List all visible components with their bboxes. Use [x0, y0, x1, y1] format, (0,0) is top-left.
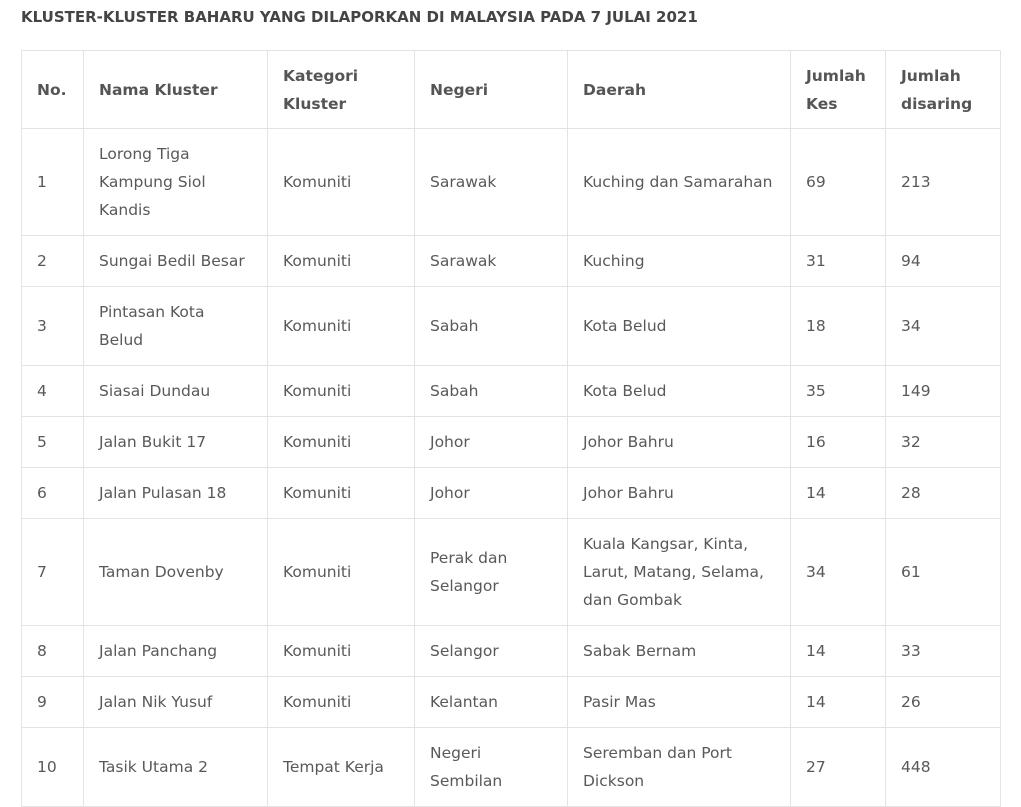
- cell-cluster-name: Tasik Utama 2: [84, 728, 268, 807]
- cell-cluster-name: Jalan Panchang: [84, 626, 268, 677]
- cell-state: Kelantan: [415, 677, 568, 728]
- cell-category: Komuniti: [268, 129, 415, 236]
- cell-cluster-name: Taman Dovenby: [84, 519, 268, 626]
- cell-cases: 18: [791, 287, 886, 366]
- cell-state: Negeri Sembilan: [415, 728, 568, 807]
- cell-category: Komuniti: [268, 677, 415, 728]
- cell-state: Sarawak: [415, 129, 568, 236]
- header-cluster-category: Kategori Kluster: [268, 51, 415, 129]
- header-district: Daerah: [568, 51, 791, 129]
- cell-no: 9: [22, 677, 84, 728]
- cell-screened: 61: [886, 519, 1001, 626]
- cell-cases: 35: [791, 366, 886, 417]
- cell-cluster-name: Lorong Tiga Kampung Siol Kandis: [84, 129, 268, 236]
- table-header-row: [22, 51, 1001, 129]
- cell-cases: 69: [791, 129, 886, 236]
- cell-district: Kuching: [568, 236, 791, 287]
- table-row: [22, 417, 1001, 468]
- cell-cluster-name: Sungai Bedil Besar: [84, 236, 268, 287]
- cell-no: 4: [22, 366, 84, 417]
- cell-cluster-name: Pintasan Kota Belud: [84, 287, 268, 366]
- cell-district: Kota Belud: [568, 287, 791, 366]
- cell-cases: 34: [791, 519, 886, 626]
- table-row: [22, 519, 1001, 626]
- cell-cases: 14: [791, 468, 886, 519]
- header-state: Negeri: [415, 51, 568, 129]
- cell-state: Sabah: [415, 366, 568, 417]
- clusters-table: [21, 50, 1001, 807]
- table-row: [22, 366, 1001, 417]
- cell-no: 10: [22, 728, 84, 807]
- cell-state: Perak dan Selangor: [415, 519, 568, 626]
- table-row: [22, 468, 1001, 519]
- cell-screened: 213: [886, 129, 1001, 236]
- cell-no: 1: [22, 129, 84, 236]
- cell-category: Komuniti: [268, 366, 415, 417]
- table-row: [22, 728, 1001, 807]
- cell-cluster-name: Jalan Bukit 17: [84, 417, 268, 468]
- cell-category: Komuniti: [268, 519, 415, 626]
- cell-no: 8: [22, 626, 84, 677]
- cell-cluster-name: Siasai Dundau: [84, 366, 268, 417]
- cell-state: Selangor: [415, 626, 568, 677]
- cell-no: 2: [22, 236, 84, 287]
- cell-screened: 33: [886, 626, 1001, 677]
- table-row: [22, 677, 1001, 728]
- cell-screened: 448: [886, 728, 1001, 807]
- table-row: [22, 626, 1001, 677]
- cell-cases: 31: [791, 236, 886, 287]
- cell-district: Kota Belud: [568, 366, 791, 417]
- cell-category: Komuniti: [268, 236, 415, 287]
- cell-no: 3: [22, 287, 84, 366]
- cell-cases: 14: [791, 677, 886, 728]
- cell-category: Komuniti: [268, 626, 415, 677]
- cell-screened: 149: [886, 366, 1001, 417]
- cell-category: Tempat Kerja: [268, 728, 415, 807]
- cell-no: 7: [22, 519, 84, 626]
- cell-cluster-name: Jalan Nik Yusuf: [84, 677, 268, 728]
- cell-screened: 26: [886, 677, 1001, 728]
- cell-no: 5: [22, 417, 84, 468]
- page-title: KLUSTER-KLUSTER BAHARU YANG DILAPORKAN DI MALAYSIA PADA 7 JULAI 2021: [21, 8, 698, 26]
- cell-screened: 32: [886, 417, 1001, 468]
- table-row: [22, 287, 1001, 366]
- cell-cluster-name: Jalan Pulasan 18: [84, 468, 268, 519]
- cell-category: Komuniti: [268, 287, 415, 366]
- table-row: [22, 236, 1001, 287]
- header-total-cases: Jumlah Kes: [791, 51, 886, 129]
- cell-state: Johor: [415, 468, 568, 519]
- cell-district: Kuching dan Samarahan: [568, 129, 791, 236]
- cell-screened: 28: [886, 468, 1001, 519]
- cell-cases: 16: [791, 417, 886, 468]
- cell-district: Sabak Bernam: [568, 626, 791, 677]
- cell-category: Komuniti: [268, 468, 415, 519]
- cell-district: Pasir Mas: [568, 677, 791, 728]
- cell-state: Sarawak: [415, 236, 568, 287]
- cell-screened: 34: [886, 287, 1001, 366]
- cell-screened: 94: [886, 236, 1001, 287]
- header-total-screened: Jumlah disaring: [886, 51, 1001, 129]
- cell-category: Komuniti: [268, 417, 415, 468]
- cell-cases: 14: [791, 626, 886, 677]
- cell-district: Johor Bahru: [568, 468, 791, 519]
- cell-district: Johor Bahru: [568, 417, 791, 468]
- cell-district: Kuala Kangsar, Kinta, Larut, Matang, Selama, dan Gombak: [568, 519, 791, 626]
- cell-state: Sabah: [415, 287, 568, 366]
- header-cluster-name: Nama Kluster: [84, 51, 268, 129]
- cell-district: Seremban dan Port Dickson: [568, 728, 791, 807]
- cell-no: 6: [22, 468, 84, 519]
- cell-state: Johor: [415, 417, 568, 468]
- header-no: No.: [22, 51, 84, 129]
- table-row: [22, 129, 1001, 236]
- cell-cases: 27: [791, 728, 886, 807]
